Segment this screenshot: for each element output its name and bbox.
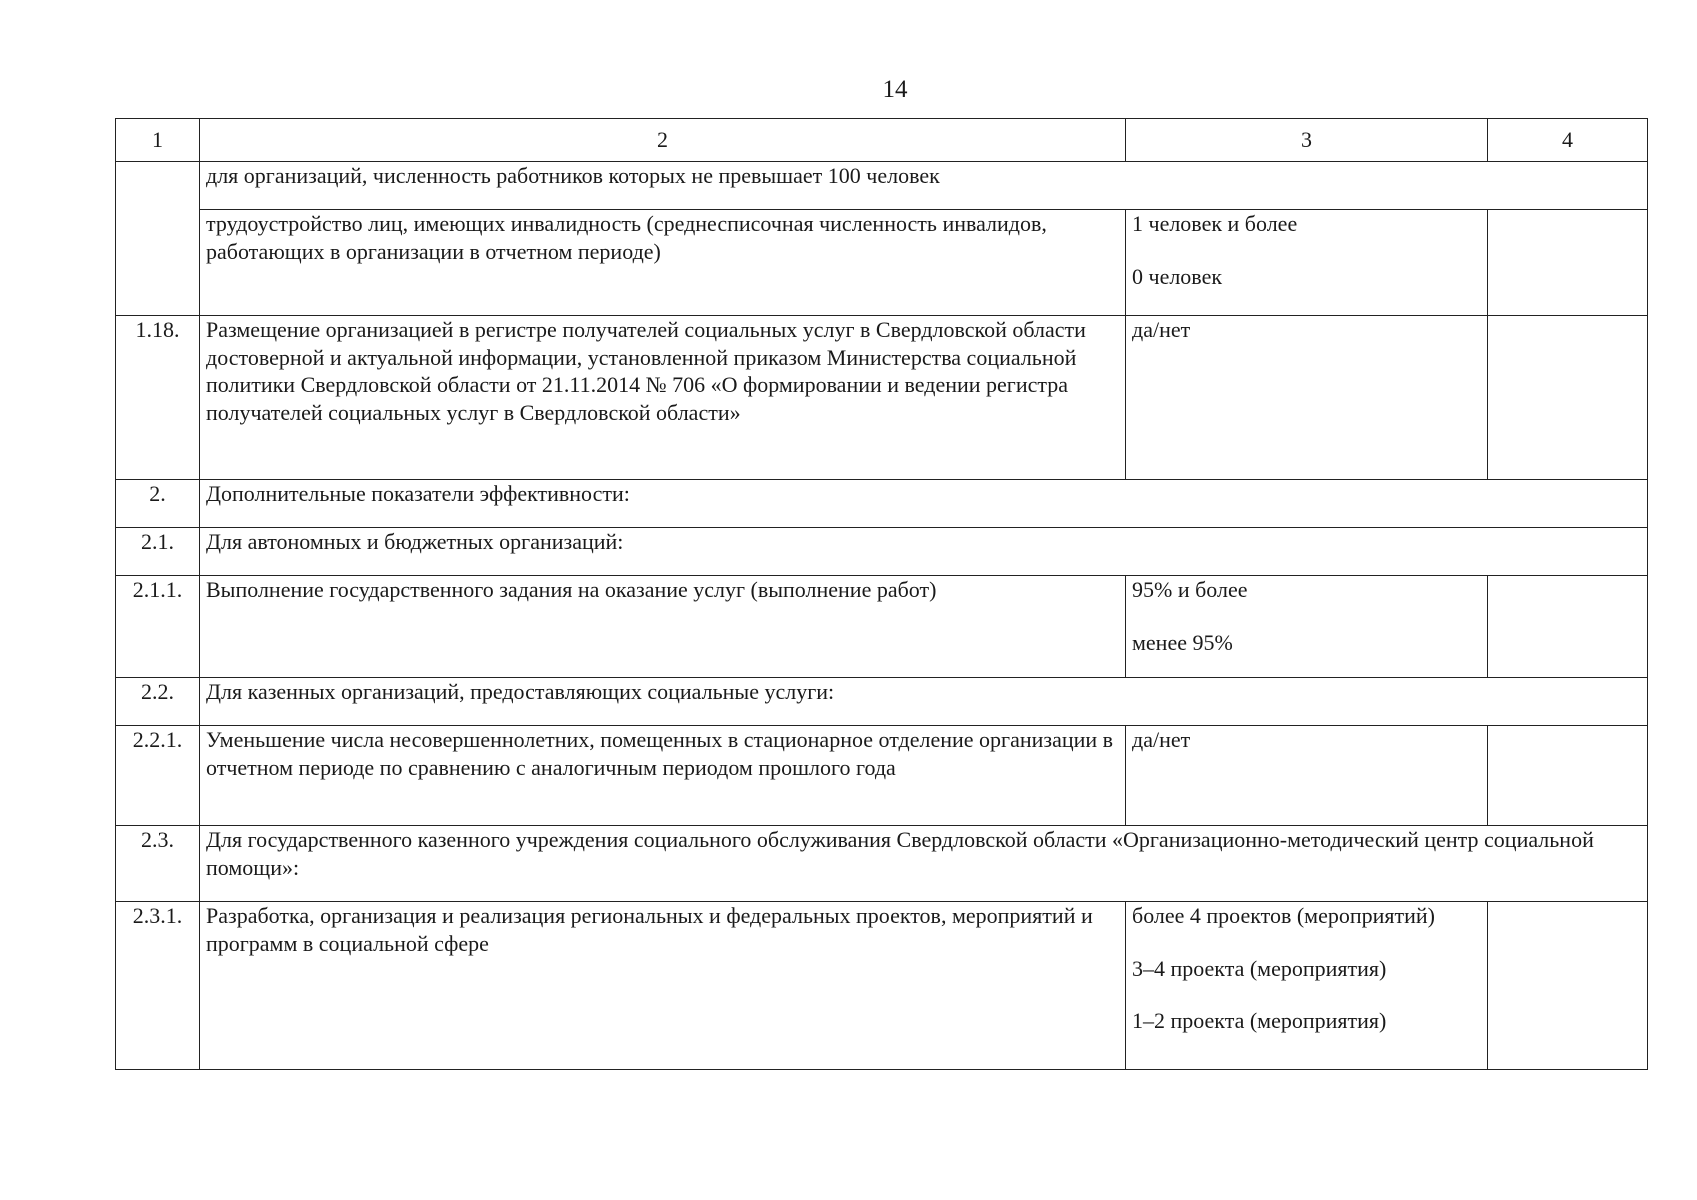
subgroup-heading: для организаций, численность работников которых не превышает 100 человек (200, 162, 1648, 210)
column-header-2: 2 (200, 119, 1126, 162)
table-header-row (116, 119, 1648, 162)
indicator-text: Уменьшение числа несовершеннолетних, помещенных в стационарное отделение организации в отчетном периоде по сравнению с аналогичным периодом прошлого года (200, 726, 1126, 826)
indicator-text: Выполнение государственного задания на оказание услуг (выполнение работ) (200, 576, 1126, 678)
column-header-3: 3 (1126, 119, 1488, 162)
table-row (116, 726, 1648, 826)
table-row (116, 902, 1648, 1070)
row-number: 2. (116, 480, 200, 528)
criteria-value: более 4 проектов (мероприятий) (1132, 903, 1435, 928)
criteria-value: 3–4 проекта (мероприятия) (1132, 955, 1387, 981)
row-number: 1.18. (116, 316, 200, 480)
indicator-text: Разработка, организация и реализация региональных и федеральных проектов, мероприятий и программ в социальной сфере (200, 902, 1126, 1070)
section-heading: Для казенных организаций, предоставляющих социальные услуги: (200, 678, 1648, 726)
criteria-value: да/нет (1132, 317, 1191, 342)
criteria-cell (1126, 576, 1488, 678)
row-number-cell (116, 162, 200, 316)
table-row (116, 528, 1648, 576)
row-number: 2.3.1. (116, 902, 200, 1070)
column-header-4: 4 (1488, 119, 1648, 162)
table-row (116, 678, 1648, 726)
column-header-1: 1 (116, 119, 200, 162)
criteria-value: да/нет (1132, 727, 1191, 752)
criteria-cell (1126, 316, 1488, 480)
score-cell (1488, 902, 1648, 1070)
indicators-table (115, 118, 1648, 1070)
criteria-value: 1 человек и более (1132, 211, 1298, 236)
score-cell (1488, 316, 1648, 480)
score-cell (1488, 576, 1648, 678)
indicator-text: трудоустройство лиц, имеющих инвалидность (среднесписочная численность инвалидов, работающих в организации в отчетном периоде) (200, 210, 1126, 316)
section-heading: Дополнительные показатели эффективности: (200, 480, 1648, 528)
criteria-cell (1126, 726, 1488, 826)
criteria-cell (1126, 902, 1488, 1070)
row-number: 2.3. (116, 826, 200, 902)
table-row (116, 316, 1648, 480)
row-number: 2.2. (116, 678, 200, 726)
score-cell (1488, 726, 1648, 826)
criteria-value: 95% и более (1132, 577, 1248, 602)
row-number: 2.1. (116, 528, 200, 576)
row-number: 2.2.1. (116, 726, 200, 826)
section-heading: Для автономных и бюджетных организаций: (200, 528, 1648, 576)
indicator-text: Размещение организацией в регистре получателей социальных услуг в Свердловской области достоверной и актуальной информации, установленной приказом Министерства социальной политики Свердловской области от 21.11.2014 № 706 «О формировании и ведении регистра получателей социальных услуг в Свердловской области» (200, 316, 1126, 480)
section-heading: Для государственного казенного учреждения социального обслуживания Свердловской области «Организационно-методический центр социальной помощи»: (200, 826, 1648, 902)
table-row (116, 210, 1648, 316)
criteria-value: менее 95% (1132, 629, 1233, 655)
table-row (116, 162, 1648, 210)
table-row (116, 480, 1648, 528)
table-row (116, 826, 1648, 902)
criteria-cell (1126, 210, 1488, 316)
row-number: 2.1.1. (116, 576, 200, 678)
score-cell (1488, 210, 1648, 316)
table-row (116, 576, 1648, 678)
page-number: 14 (882, 76, 908, 103)
criteria-value: 0 человек (1132, 263, 1223, 289)
criteria-value: 1–2 проекта (мероприятия) (1132, 1008, 1387, 1033)
